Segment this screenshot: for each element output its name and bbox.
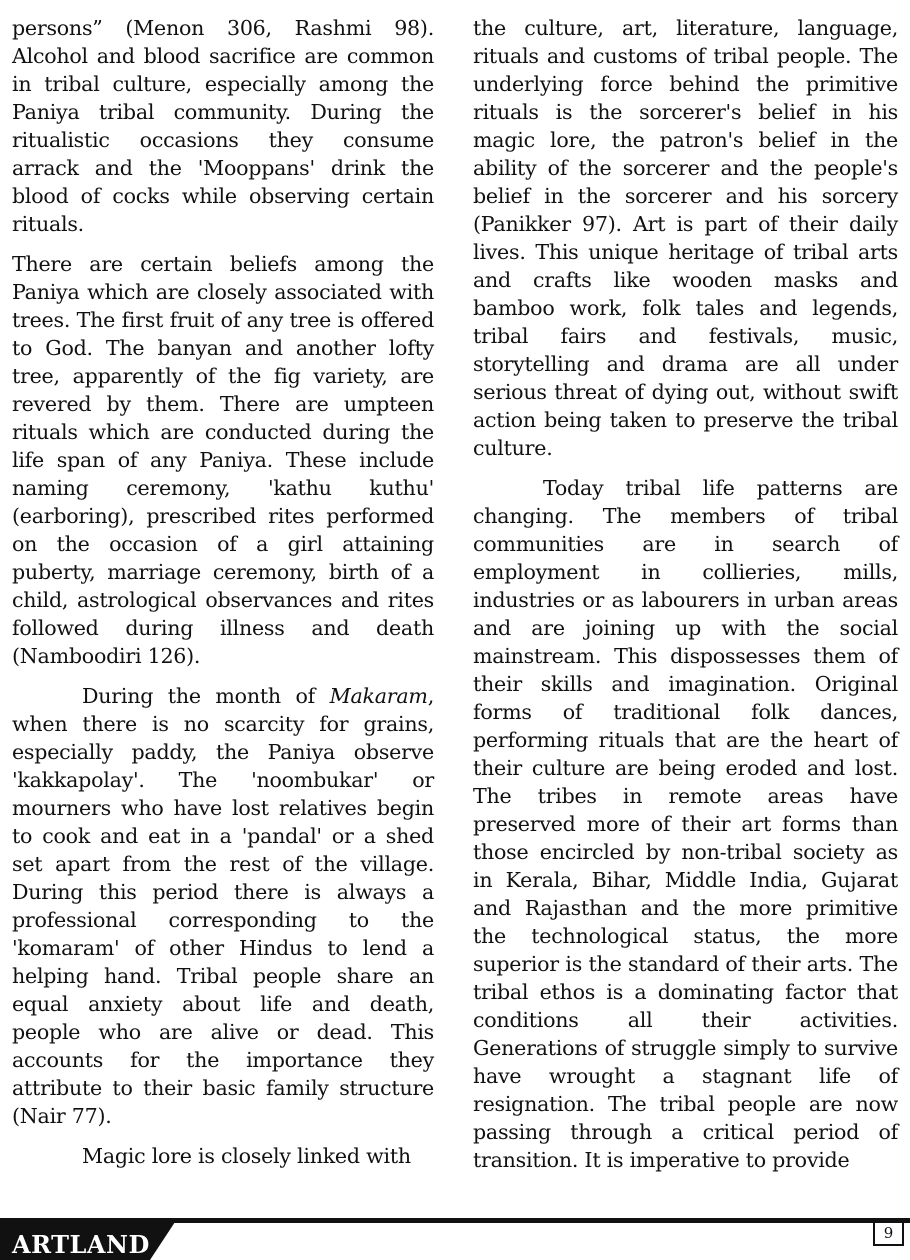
left-paragraph-3-start: During the month of (82, 684, 330, 708)
makaram-italic: Makaram (329, 684, 428, 708)
left-paragraph-4: Magic lore is closely linked with (82, 1144, 411, 1168)
left-paragraph-2: There are certain beliefs among the Paniya which are closely associated with trees. The first fruit of any tree is offered to God. The banyan and another lofty tree, apparently of the fig variety, are revered by them. There are umpteen rituals which are conducted during the life span of any Paniya. These include naming ceremony, 'kathu kuthu' (earboring), prescribed rites performed on the occasion of a girl attaining puberty, marriage ceremony, birth of a child, astrological observances and rites followed during illness and death (Namboodiri 126). (12, 252, 434, 668)
left-column (12, 14, 434, 1182)
right-paragraph-2: Today tribal life patterns are changing. The members of tribal communities are in search of employment in collieries, mills, industries or as labourers in urban areas and are joining up with the social mainstream. This dispossesses them of their skills and imagination. Original forms of traditional folk dances, performing rituals that are the heart of their culture are being eroded and lost. The tribes in remote areas have preserved more of their art forms than those encircled by non-tribal society as in Kerala, Bihar, Middle India, Gujarat and Rajasthan and the more primitive the technological status, the more superior is the standard of their arts. The tribal ethos is a dominating factor that conditions all their activities. Generations of struggle simply to survive have wrought a stagnant life of resignation. The tribal people are now passing through a critical period of transition. It is imperative to provide (473, 476, 898, 1172)
left-paragraph-1: persons” (Menon 306, Rashmi 98). Alcohol and blood sacrifice are common in tribal culture, especially among the Paniya tribal community. During the ritualistic occasions they consume arrack and the 'Mooppans' drink the blood of cocks while observing certain rituals. (12, 16, 434, 236)
artland-logo: ARTLAND (12, 1230, 150, 1259)
left-paragraph-3-rest: , when there is no scarcity for grains, especially paddy, the Paniya observe 'kakkapolay'. The 'noombukar' or mourners who have lost relatives begin to cook and eat in a 'pandal' or a shed set apart from the rest of the village. During this period there is always a professional corresponding to the 'komaram' of other Hindus to lend a helping hand. Tribal people share an equal anxiety about life and death, people who are alive or dead. This accounts for the importance they attribute to their basic family structure (Nair 77). (12, 684, 434, 1128)
right-column (473, 14, 898, 1186)
left-paragraph-3 (12, 682, 434, 1130)
right-paragraph-1: the culture, art, literature, language, rituals and customs of tribal people. The underlying force behind the primitive rituals is the sorcerer's belief in his magic lore, the patron's belief in the ability of the sorcerer and the people's belief in the sorcerer and his sorcery (Panikker 97). Art is part of their daily lives. This unique heritage of tribal arts and crafts like wooden masks and bamboo work, folk tales and legends, tribal fairs and festivals, music, storytelling and drama are all under serious threat of dying out, without swift action being taken to preserve the tribal culture. (473, 16, 898, 460)
page-number: 9 (873, 1221, 904, 1246)
